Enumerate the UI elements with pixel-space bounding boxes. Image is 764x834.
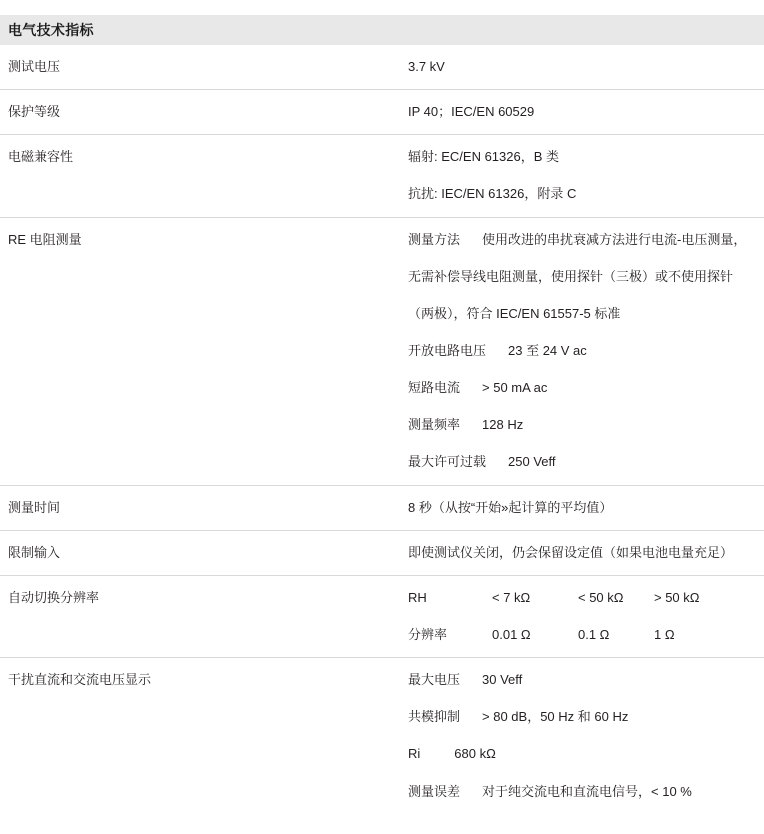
value-key: 分辨率 xyxy=(408,626,448,642)
value-text: 128 Hz xyxy=(482,417,524,433)
row-label: 干扰直流和交流电压显示 xyxy=(8,672,152,688)
value-key: 短路电流 xyxy=(408,380,461,396)
value-text: 0.1 Ω xyxy=(578,626,610,642)
value-text: 680 kΩ xyxy=(454,746,496,762)
value-text: 无需补偿导线电阻测量，使用探针（三极）或不使用探针 xyxy=(408,268,734,284)
value-text: IP 40；IEC/EN 60529 xyxy=(408,104,535,120)
value-text: 即使测试仪关闭，仍会保留设定值（如果电池电量充足） xyxy=(408,544,734,560)
row-label: 测量时间 xyxy=(8,499,61,515)
value-line xyxy=(408,625,758,645)
value-line xyxy=(408,341,758,361)
row-value xyxy=(408,658,764,814)
spec-page xyxy=(0,15,764,814)
value-line xyxy=(408,378,758,398)
value-line xyxy=(408,102,758,122)
table-row xyxy=(0,658,764,814)
value-line xyxy=(408,230,758,250)
spec-table-body xyxy=(0,45,764,814)
value-line xyxy=(408,543,758,563)
value-line xyxy=(408,707,758,727)
value-key: RH xyxy=(408,589,427,605)
table-row xyxy=(0,45,764,90)
value-line xyxy=(408,452,758,472)
value-text: 30 Veff xyxy=(482,672,523,688)
value-key: 开放电路电压 xyxy=(408,342,487,358)
value-key: 最大许可过载 xyxy=(408,454,487,470)
value-key: 共模抑制 xyxy=(408,709,461,725)
value-line xyxy=(408,588,758,608)
value-text: （两极），符合 IEC/EN 61557-5 标准 xyxy=(408,305,621,321)
row-label: 测试电压 xyxy=(8,59,61,74)
value-text: 抗扰: IEC/EN 61326，附录 C xyxy=(408,186,577,202)
value-text: > 80 dB，50 Hz 和 60 Hz xyxy=(482,709,629,725)
value-text: 0.01 Ω xyxy=(492,626,531,642)
table-row xyxy=(0,135,764,217)
spec-table xyxy=(0,45,764,814)
row-label: RE 电阻测量 xyxy=(8,231,82,247)
value-line xyxy=(408,57,758,77)
value-line xyxy=(408,184,758,204)
value-key: 测量方法 xyxy=(408,231,461,247)
table-row xyxy=(0,90,764,135)
row-value xyxy=(408,135,764,217)
row-value xyxy=(408,575,764,657)
row-value xyxy=(408,217,764,485)
value-text: 250 Veff xyxy=(508,454,556,470)
row-label: 电磁兼容性 xyxy=(8,149,74,165)
value-line xyxy=(408,782,758,802)
row-value xyxy=(408,530,764,575)
row-label: 限制输入 xyxy=(8,544,61,560)
section-header xyxy=(0,15,764,45)
value-line xyxy=(408,670,758,690)
value-text: < 50 kΩ xyxy=(578,589,624,605)
value-line xyxy=(408,744,758,764)
section-title: 电气技术指标 xyxy=(8,22,94,38)
value-text: 1 Ω xyxy=(654,626,675,642)
table-row xyxy=(0,217,764,485)
row-value xyxy=(408,45,764,90)
table-row xyxy=(0,485,764,530)
value-key: Ri xyxy=(408,746,421,762)
value-line xyxy=(408,147,758,167)
value-text: 8 秒（从按“开始»起计算的平均值） xyxy=(408,499,613,515)
value-line xyxy=(408,304,758,324)
value-text: > 50 mA ac xyxy=(482,380,548,396)
table-row xyxy=(0,575,764,657)
value-text: 对于纯交流电和直流电信号，< 10 % xyxy=(482,783,692,799)
value-key: 测量频率 xyxy=(408,417,461,433)
value-text: 3.7 kV xyxy=(408,59,445,74)
value-text: 使用改进的串扰衰减方法进行电流-电压测量， xyxy=(482,231,747,247)
value-line xyxy=(408,415,758,435)
row-value xyxy=(408,90,764,135)
value-text: 23 至 24 V ac xyxy=(508,342,587,358)
row-label: 保护等级 xyxy=(8,104,61,120)
table-row xyxy=(0,530,764,575)
row-value xyxy=(408,485,764,530)
value-text: < 7 kΩ xyxy=(492,589,531,605)
row-label: 自动切换分辨率 xyxy=(8,589,100,605)
value-line xyxy=(408,267,758,287)
value-text: 辐射: EC/EN 61326，B 类 xyxy=(408,149,559,165)
value-line xyxy=(408,498,758,518)
value-key: 测量误差 xyxy=(408,783,461,799)
value-key: 最大电压 xyxy=(408,672,461,688)
value-text: > 50 kΩ xyxy=(654,589,700,605)
